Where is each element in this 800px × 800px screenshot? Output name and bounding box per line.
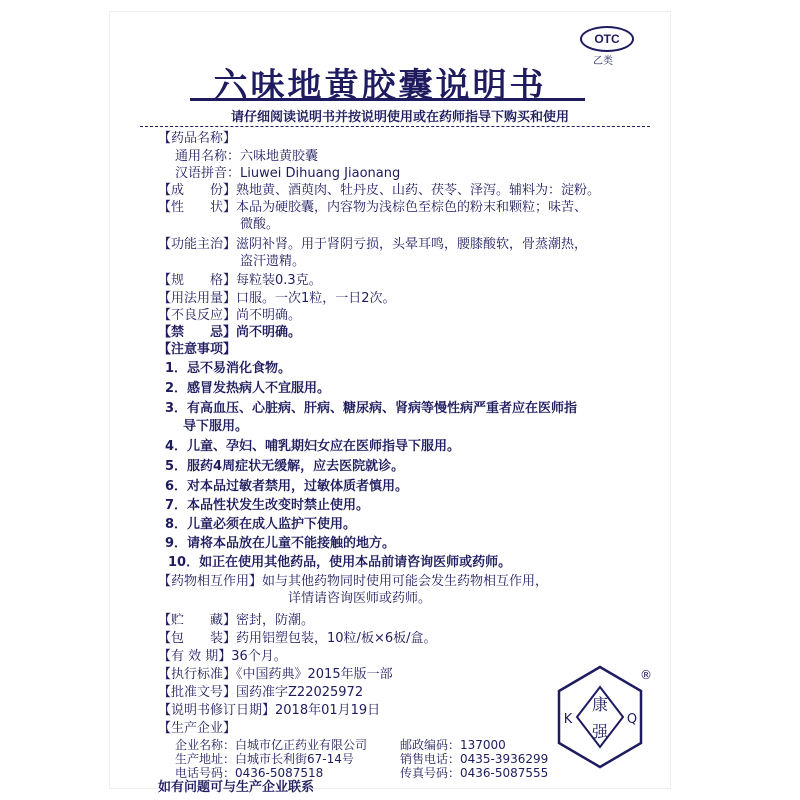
fax: 传真号码：0436-5087555 <box>400 766 549 780</box>
note-item-cont: 导下服用。 <box>183 419 249 434</box>
properties-row: 【性 状】本品为硬胶囊，内容物为浅棕色至棕色的粉末和颗粒；味苦、 <box>158 200 588 215</box>
approval-row: 【批准文号】国药准字Z22025972 <box>158 685 364 700</box>
common-name: 通用名称：六味地黄胶囊 <box>175 149 319 164</box>
postcode: 邮政编码：137000 <box>400 738 506 752</box>
note-item: 7．本品性状发生改变时禁止使用。 <box>165 498 370 513</box>
spec-row: 【规 格】每粒装0.3克。 <box>158 273 322 288</box>
subtitle: 请仔细阅读说明书并按说明使用或在药师指导下购买和使用 <box>230 110 569 125</box>
logo-letter-k: K <box>563 712 573 727</box>
revision-row: 【说明书修订日期】2018年01月19日 <box>158 703 381 718</box>
kangqiang-logo-icon <box>555 665 645 769</box>
interaction-row: 【药物相互作用】如与其他药物同时使用可能会发生药物相互作用， <box>158 574 549 589</box>
notes-label: 【注意事项】 <box>158 342 237 357</box>
sales-phone: 销售电话：0435-3936299 <box>400 752 549 766</box>
ingredients-row: 【成 份】熟地黄、酒萸肉、牡丹皮、山药、茯苓、泽泻。辅料为：淀粉。 <box>158 183 601 198</box>
package-row: 【包 装】药用铝塑包装，10粒/板×6板/盒。 <box>158 631 437 646</box>
phone: 电话号码：0436-5087518 <box>175 766 324 780</box>
contraindication-row: 【禁 忌】尚不明确。 <box>158 325 302 340</box>
note-item: 1．忌不易消化食物。 <box>165 361 292 376</box>
validity-row: 【有 效 期】36个月。 <box>158 649 287 664</box>
title-underline <box>190 98 585 101</box>
function-row: 【功能主治】滋阴补肾。用于肾阴亏损，头晕耳鸣，腰膝酸软，骨蒸潮热， <box>158 237 588 252</box>
function-row-cont: 盗汗遗精。 <box>240 254 306 269</box>
otc-class: 乙类 <box>593 56 613 67</box>
logo-char-top: 康 <box>591 695 609 714</box>
properties-row-cont: 微酸。 <box>240 217 280 232</box>
manufacturer-label: 【生产企业】 <box>158 721 237 736</box>
note-item: 8．儿童必须在成人监护下使用。 <box>165 517 357 532</box>
company-address: 生产地址：白城市长利街67-14号 <box>175 752 354 766</box>
logo-letter-q: Q <box>626 712 638 727</box>
page-title: 六味地黄胶囊说明书 <box>213 66 547 106</box>
company-name: 企业名称：白城市亿正药业有限公司 <box>175 738 368 752</box>
interaction-row-cont: 详情请咨询医师或药师。 <box>288 591 432 606</box>
standard-row: 【执行标准】《中国药典》2015年版一部 <box>158 667 393 682</box>
divider <box>140 126 650 127</box>
footer-contact: 如有问题可与生产企业联系 <box>158 780 315 795</box>
otc-badge: OTC <box>580 26 634 52</box>
pinyin-name: 汉语拼音：Liuwei Dihuang Jiaonang <box>175 166 401 181</box>
note-item: 2．感冒发热病人不宜服用。 <box>165 381 331 396</box>
adverse-row: 【不良反应】尚不明确。 <box>158 308 302 323</box>
note-item: 5．服药4周症状无缓解，应去医院就诊。 <box>165 459 405 474</box>
storage-row: 【贮 藏】密封，防潮。 <box>158 613 315 628</box>
note-item: 4．儿童、孕妇、哺乳期妇女应在医师指导下服用。 <box>165 439 461 454</box>
note-item: 10．如正在使用其他药品，使用本品前请咨询医师或药师。 <box>168 555 512 570</box>
note-item: 3．有高血压、心脏病、肝病、糖尿病、肾病等慢性病严重者应在医师指 <box>165 401 578 416</box>
note-item: 9．请将本品放在儿童不能接触的地方。 <box>165 536 396 551</box>
usage-row: 【用法用量】口服。一次1粒，一日2次。 <box>158 291 396 306</box>
note-item: 6．对本品过敏者禁用，过敏体质者慎用。 <box>165 479 409 494</box>
registered-mark: ® <box>640 668 652 682</box>
drug-name-label: 【药品名称】 <box>158 131 237 146</box>
logo-char-middle: 强 <box>591 722 609 741</box>
